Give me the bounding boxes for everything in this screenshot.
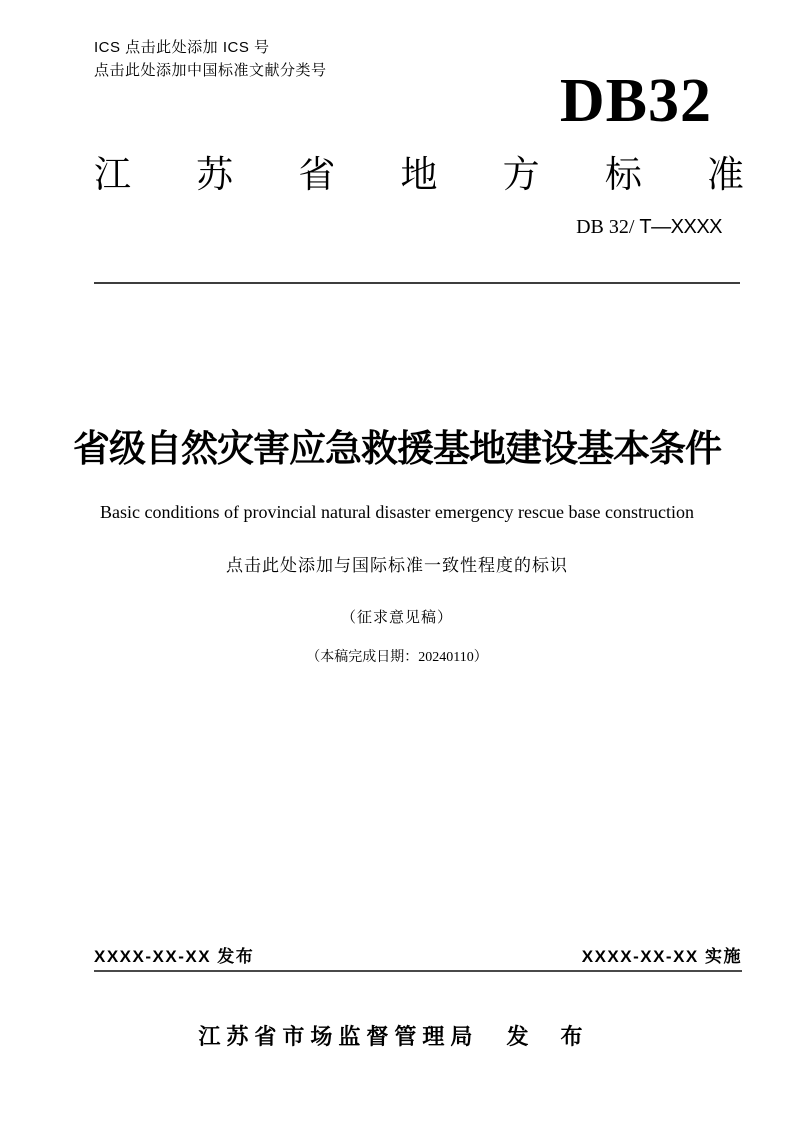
- header-divider-rule: [94, 282, 740, 284]
- publisher-row: [0, 1024, 794, 1050]
- standard-number: [576, 215, 722, 239]
- standard-number-prefix: DB 32/: [576, 216, 640, 238]
- document-title-english: Basic conditions of provincial natural disaster emergency rescue base construction: [100, 502, 694, 522]
- issue-date: XXXX-XX-XX 发布: [94, 947, 255, 966]
- draft-status-note: （征求意见稿）: [340, 610, 453, 626]
- standard-type-title: 江苏省地方标准: [94, 154, 744, 195]
- db32-logo: DB32: [559, 67, 712, 135]
- publish-label: 发 布: [506, 1024, 596, 1049]
- ics-number-placeholder[interactable]: ICS 点击此处添加 ICS 号: [94, 39, 270, 56]
- document-title-chinese: 省级自然灾害应急救援基地建设基本条件: [73, 428, 721, 469]
- consistency-degree-placeholder[interactable]: 点击此处添加与国际标准一致性程度的标识: [226, 556, 568, 575]
- draft-completion-date: （本稿完成日期：20240110）: [306, 650, 488, 665]
- footer-dates-row: [94, 947, 742, 972]
- publisher-name: 江苏省市场监督管理局: [198, 1024, 479, 1049]
- standard-number-suffix: T—XXXX: [639, 216, 722, 238]
- ics-placeholder-block: [94, 36, 327, 82]
- ccs-classification-placeholder[interactable]: 点击此处添加中国标准文献分类号: [94, 62, 327, 79]
- implement-date: XXXX-XX-XX 实施: [581, 947, 742, 966]
